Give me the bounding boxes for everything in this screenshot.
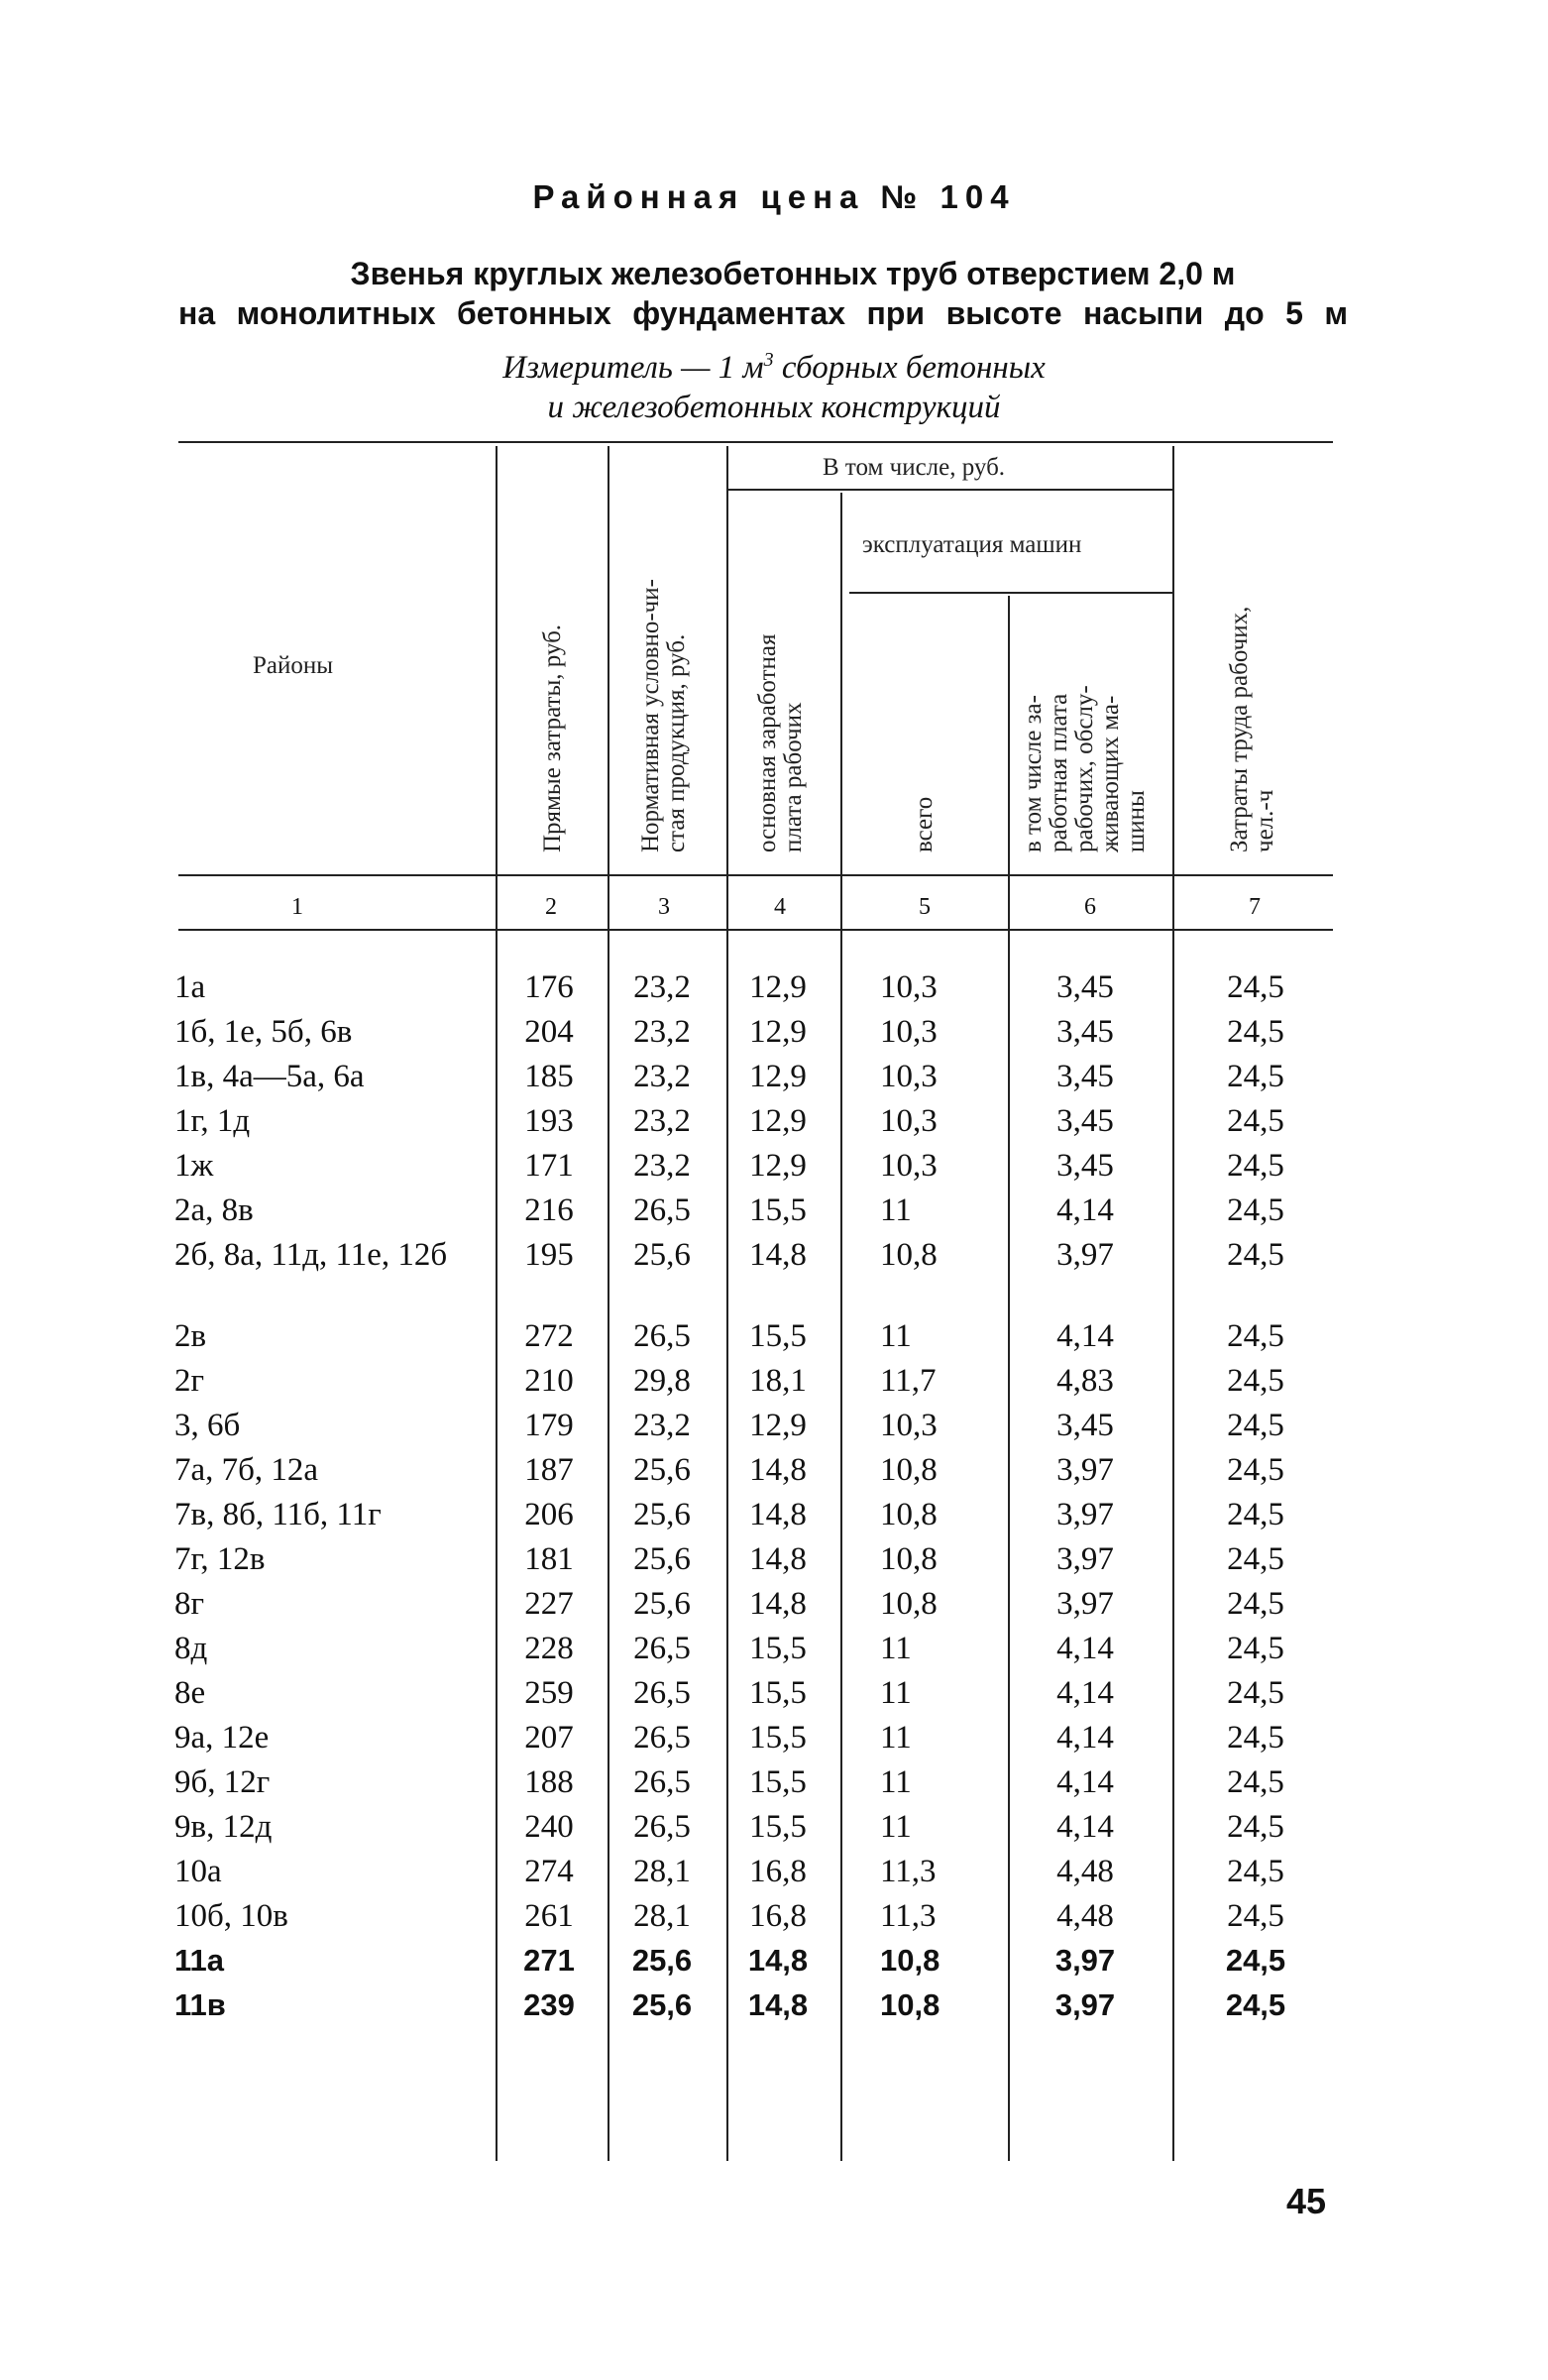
machine-wage-cell: 3,97	[1056, 1541, 1114, 1577]
direct-costs-cell: 271	[523, 1943, 575, 1978]
region-cell: 2в	[174, 1318, 207, 1354]
machine-wage-cell: 4,14	[1056, 1631, 1114, 1666]
direct-costs-cell: 188	[524, 1764, 574, 1800]
normative-cell: 25,6	[633, 1541, 691, 1577]
base-wage-cell: 12,9	[749, 1059, 807, 1094]
region-cell: 9б, 12г	[174, 1764, 271, 1800]
labor-cell: 24,5	[1227, 1764, 1284, 1800]
machine-total-cell: 10,3	[880, 969, 938, 1005]
region-cell: 7а, 7б, 12а	[174, 1452, 319, 1488]
labor-cell: 24,5	[1227, 1318, 1284, 1354]
region-cell: 10б, 10в	[174, 1898, 288, 1934]
direct-costs-cell: 228	[524, 1631, 574, 1666]
colnum-bottom-rule	[178, 929, 1333, 931]
table-top-rule	[178, 441, 1333, 443]
machine-wage-cell: 3,97	[1056, 1586, 1114, 1622]
normative-cell: 23,2	[633, 969, 691, 1005]
column-number-7: 7	[1249, 894, 1261, 920]
base-wage-cell: 12,9	[749, 969, 807, 1005]
direct-costs-cell: 272	[524, 1318, 574, 1354]
machine-total-cell: 10,3	[880, 1059, 938, 1094]
table-row	[0, 1363, 1548, 1407]
labor-cell: 24,5	[1227, 1148, 1284, 1184]
region-cell: 8г	[174, 1586, 205, 1622]
column-number-4: 4	[774, 894, 786, 920]
machine-wage-cell: 3,45	[1056, 1103, 1114, 1139]
region-cell: 1г, 1д	[174, 1103, 251, 1139]
base-wage-cell: 15,5	[749, 1631, 807, 1666]
normative-cell: 25,6	[631, 1943, 693, 1978]
machine-wage-cell: 4,14	[1056, 1675, 1114, 1711]
measure-line-1-pre: Измеритель — 1 м	[502, 350, 764, 386]
table-row	[0, 1541, 1548, 1585]
region-cell: 11а	[174, 1943, 225, 1978]
labor-cell: 24,5	[1227, 1363, 1284, 1399]
base-wage-cell: 14,8	[747, 1943, 809, 1978]
direct-costs-cell: 261	[524, 1898, 574, 1934]
direct-costs-cell: 171	[524, 1148, 574, 1184]
machine-total-cell: 10,3	[880, 1103, 938, 1139]
labor-cell: 24,5	[1227, 1408, 1284, 1443]
base-wage-cell: 14,8	[749, 1497, 807, 1532]
machine-total-cell: 11	[880, 1809, 912, 1845]
labor-cell: 24,5	[1227, 1014, 1284, 1050]
region-cell: 2г	[174, 1363, 205, 1399]
column-number-1: 1	[291, 894, 303, 920]
measure-line-2: и железобетонных конструкций	[547, 390, 1001, 425]
table-row	[0, 1631, 1548, 1674]
labor-cell: 24,5	[1225, 1987, 1286, 2022]
machine-total-cell: 10,3	[880, 1014, 938, 1050]
normative-cell: 25,6	[633, 1497, 691, 1532]
machine-wage-cell: 3,97	[1054, 1987, 1116, 2022]
normative-cell: 25,6	[633, 1452, 691, 1488]
base-wage-cell: 16,8	[749, 1854, 807, 1889]
normative-cell: 25,6	[631, 1987, 693, 2022]
machine-rule	[849, 592, 1172, 594]
labor-cell: 24,5	[1227, 1541, 1284, 1577]
region-cell: 7г, 12в	[174, 1541, 266, 1577]
normative-cell: 28,1	[633, 1898, 691, 1934]
machine-wage-cell: 4,48	[1056, 1898, 1114, 1934]
machine-total-cell: 11	[880, 1720, 912, 1756]
region-cell: 1а	[174, 969, 206, 1005]
normative-cell: 23,2	[633, 1059, 691, 1094]
region-cell: 7в, 8б, 11б, 11г	[174, 1497, 382, 1532]
direct-costs-cell: 193	[524, 1103, 574, 1139]
machine-wage-cell: 3,45	[1056, 1148, 1114, 1184]
machine-wage-cell: 3,97	[1056, 1237, 1114, 1273]
machine-total-cell: 10,8	[880, 1943, 940, 1978]
machine-wage-cell: 4,48	[1056, 1854, 1114, 1889]
labor-cell: 24,5	[1227, 969, 1284, 1005]
table-row	[0, 1854, 1548, 1897]
normative-cell: 23,2	[633, 1408, 691, 1443]
normative-cell: 26,5	[633, 1764, 691, 1800]
direct-costs-cell: 187	[524, 1452, 574, 1488]
direct-costs-cell: 181	[524, 1541, 574, 1577]
region-cell: 10а	[174, 1854, 222, 1889]
region-cell: 1б, 1е, 5б, 6в	[174, 1014, 353, 1050]
normative-cell: 26,5	[633, 1318, 691, 1354]
subtitle-line-2: на монолитных бетонных фундаментах при высоте насыпи до 5 м	[178, 295, 1348, 331]
header-normative: Нормативная условно-чи- стая продукция, руб.	[637, 579, 690, 852]
region-cell: 8е	[174, 1675, 206, 1711]
region-cell: 9в, 12д	[174, 1809, 273, 1845]
machine-total-cell: 11,7	[880, 1363, 937, 1399]
labor-cell: 24,5	[1227, 1809, 1284, 1845]
labor-cell: 24,5	[1227, 1192, 1284, 1228]
region-cell: 3, 6б	[174, 1408, 241, 1443]
base-wage-cell: 14,8	[749, 1586, 807, 1622]
machine-total-cell: 10,3	[880, 1148, 938, 1184]
column-number-3: 3	[658, 894, 670, 920]
header-machine-wage: в том числе за- работная плата рабочих, обслу- живающих ма- шины	[1020, 685, 1150, 852]
base-wage-cell: 12,9	[749, 1103, 807, 1139]
base-wage-cell: 12,9	[749, 1408, 807, 1443]
header-labor: Затраты труда рабочих, чел.-ч	[1226, 606, 1278, 852]
table-row	[0, 1720, 1548, 1763]
machine-total-cell: 11	[880, 1318, 912, 1354]
base-wage-cell: 15,5	[749, 1318, 807, 1354]
base-wage-cell: 15,5	[749, 1720, 807, 1756]
table-row	[0, 1809, 1548, 1853]
header-regions: Районы	[253, 652, 334, 679]
table-row	[0, 1318, 1548, 1362]
column-number-2: 2	[545, 894, 557, 920]
machine-total-cell: 10,8	[880, 1497, 938, 1532]
machine-total-cell: 11	[880, 1764, 912, 1800]
normative-cell: 26,5	[633, 1809, 691, 1845]
table-row	[0, 1586, 1548, 1630]
table-row	[0, 1987, 1548, 2031]
header-including: В том числе, руб.	[823, 454, 1006, 481]
table-row	[0, 1103, 1548, 1147]
base-wage-cell: 12,9	[749, 1014, 807, 1050]
machine-wage-cell: 3,97	[1056, 1497, 1114, 1532]
direct-costs-cell: 216	[524, 1192, 574, 1228]
direct-costs-cell: 259	[524, 1675, 574, 1711]
direct-costs-cell: 274	[524, 1854, 574, 1889]
table-row	[0, 1452, 1548, 1496]
direct-costs-cell: 185	[524, 1059, 574, 1094]
machine-total-cell: 11	[880, 1192, 912, 1228]
region-cell: 1в, 4а—5а, 6а	[174, 1059, 365, 1094]
machine-wage-cell: 4,14	[1056, 1192, 1114, 1228]
table-row	[0, 1497, 1548, 1540]
table-row	[0, 969, 1548, 1013]
machine-total-cell: 10,8	[880, 1237, 938, 1273]
machine-wage-cell: 4,83	[1056, 1363, 1114, 1399]
normative-cell: 26,5	[633, 1720, 691, 1756]
machine-wage-cell: 4,14	[1056, 1318, 1114, 1354]
base-wage-cell: 16,8	[749, 1898, 807, 1934]
table-row	[0, 1408, 1548, 1451]
normative-cell: 23,2	[633, 1014, 691, 1050]
header-base-wage: основная заработная плата рабочих	[754, 633, 807, 852]
header-direct-costs: Прямые затраты, руб.	[539, 623, 566, 852]
region-cell: 8д	[174, 1631, 208, 1666]
table-row	[0, 1764, 1548, 1808]
base-wage-cell: 15,5	[749, 1809, 807, 1845]
direct-costs-cell: 239	[523, 1987, 575, 2022]
table-row	[0, 1148, 1548, 1191]
base-wage-cell: 14,8	[749, 1452, 807, 1488]
machine-wage-cell: 4,14	[1056, 1809, 1114, 1845]
normative-cell: 25,6	[633, 1586, 691, 1622]
direct-costs-cell: 204	[524, 1014, 574, 1050]
labor-cell: 24,5	[1227, 1452, 1284, 1488]
normative-cell: 26,5	[633, 1675, 691, 1711]
table-row	[0, 1237, 1548, 1281]
base-wage-cell: 14,8	[749, 1541, 807, 1577]
table-row	[0, 1675, 1548, 1719]
labor-cell: 24,5	[1227, 1586, 1284, 1622]
normative-cell: 28,1	[633, 1854, 691, 1889]
machine-wage-cell: 3,45	[1056, 1014, 1114, 1050]
region-cell: 2б, 8а, 11д, 11е, 12б	[174, 1237, 448, 1273]
machine-total-cell: 11,3	[880, 1898, 937, 1934]
including-rule	[726, 489, 1172, 491]
page-number: 45	[1286, 2181, 1327, 2221]
header-bottom-rule	[178, 874, 1333, 876]
base-wage-cell: 14,8	[747, 1987, 809, 2022]
labor-cell: 24,5	[1227, 1898, 1284, 1934]
machine-wage-cell: 3,45	[1056, 1408, 1114, 1443]
direct-costs-cell: 210	[524, 1363, 574, 1399]
region-cell: 11в	[174, 1987, 226, 2022]
labor-cell: 24,5	[1225, 1943, 1286, 1978]
base-wage-cell: 15,5	[749, 1192, 807, 1228]
measure-line-1-sup: 3	[763, 349, 774, 371]
subtitle-line-1: Звенья круглых железобетонных труб отверстием 2,0 м	[350, 256, 1236, 291]
labor-cell: 24,5	[1227, 1631, 1284, 1666]
machine-total-cell: 10,8	[880, 1452, 938, 1488]
normative-cell: 26,5	[633, 1192, 691, 1228]
labor-cell: 24,5	[1227, 1059, 1284, 1094]
direct-costs-cell: 195	[524, 1237, 574, 1273]
column-number-6: 6	[1084, 894, 1096, 920]
region-cell: 2а, 8в	[174, 1192, 254, 1228]
machine-total-cell: 10,8	[880, 1987, 940, 2022]
normative-cell: 25,6	[633, 1237, 691, 1273]
normative-cell: 23,2	[633, 1103, 691, 1139]
base-wage-cell: 12,9	[749, 1148, 807, 1184]
header-total: всего	[911, 796, 938, 852]
header-machine-operation: эксплуатация машин	[862, 531, 1082, 558]
table-row	[0, 1014, 1548, 1058]
table-row	[0, 1059, 1548, 1102]
measure-line-1-post: сборных бетонных	[773, 350, 1046, 386]
labor-cell: 24,5	[1227, 1497, 1284, 1532]
page-title: Районная цена № 104	[532, 178, 1016, 215]
base-wage-cell: 15,5	[749, 1764, 807, 1800]
direct-costs-cell: 240	[524, 1809, 574, 1845]
table-row	[0, 1898, 1548, 1942]
normative-cell: 29,8	[633, 1363, 691, 1399]
machine-wage-cell: 4,14	[1056, 1720, 1114, 1756]
machine-total-cell: 10,8	[880, 1586, 938, 1622]
machine-total-cell: 10,8	[880, 1541, 938, 1577]
machine-wage-cell: 3,45	[1056, 1059, 1114, 1094]
machine-wage-cell: 3,97	[1054, 1943, 1116, 1978]
machine-total-cell: 10,3	[880, 1408, 938, 1443]
normative-cell: 23,2	[633, 1148, 691, 1184]
machine-total-cell: 11	[880, 1631, 912, 1666]
normative-cell: 26,5	[633, 1631, 691, 1666]
machine-wage-cell: 3,45	[1056, 969, 1114, 1005]
direct-costs-cell: 206	[524, 1497, 574, 1532]
direct-costs-cell: 179	[524, 1408, 574, 1443]
table-row	[0, 1192, 1548, 1236]
labor-cell: 24,5	[1227, 1854, 1284, 1889]
base-wage-cell: 14,8	[749, 1237, 807, 1273]
direct-costs-cell: 176	[524, 969, 574, 1005]
machine-total-cell: 11	[880, 1675, 912, 1711]
region-cell: 1ж	[174, 1148, 214, 1184]
labor-cell: 24,5	[1227, 1720, 1284, 1756]
table-row	[0, 1943, 1548, 1986]
machine-total-cell: 11,3	[880, 1854, 937, 1889]
machine-wage-cell: 3,97	[1056, 1452, 1114, 1488]
base-wage-cell: 15,5	[749, 1675, 807, 1711]
machine-wage-cell: 4,14	[1056, 1764, 1114, 1800]
labor-cell: 24,5	[1227, 1237, 1284, 1273]
region-cell: 9а, 12е	[174, 1720, 270, 1756]
direct-costs-cell: 207	[524, 1720, 574, 1756]
column-number-5: 5	[919, 894, 931, 920]
direct-costs-cell: 227	[524, 1586, 574, 1622]
labor-cell: 24,5	[1227, 1675, 1284, 1711]
base-wage-cell: 18,1	[749, 1363, 807, 1399]
labor-cell: 24,5	[1227, 1103, 1284, 1139]
